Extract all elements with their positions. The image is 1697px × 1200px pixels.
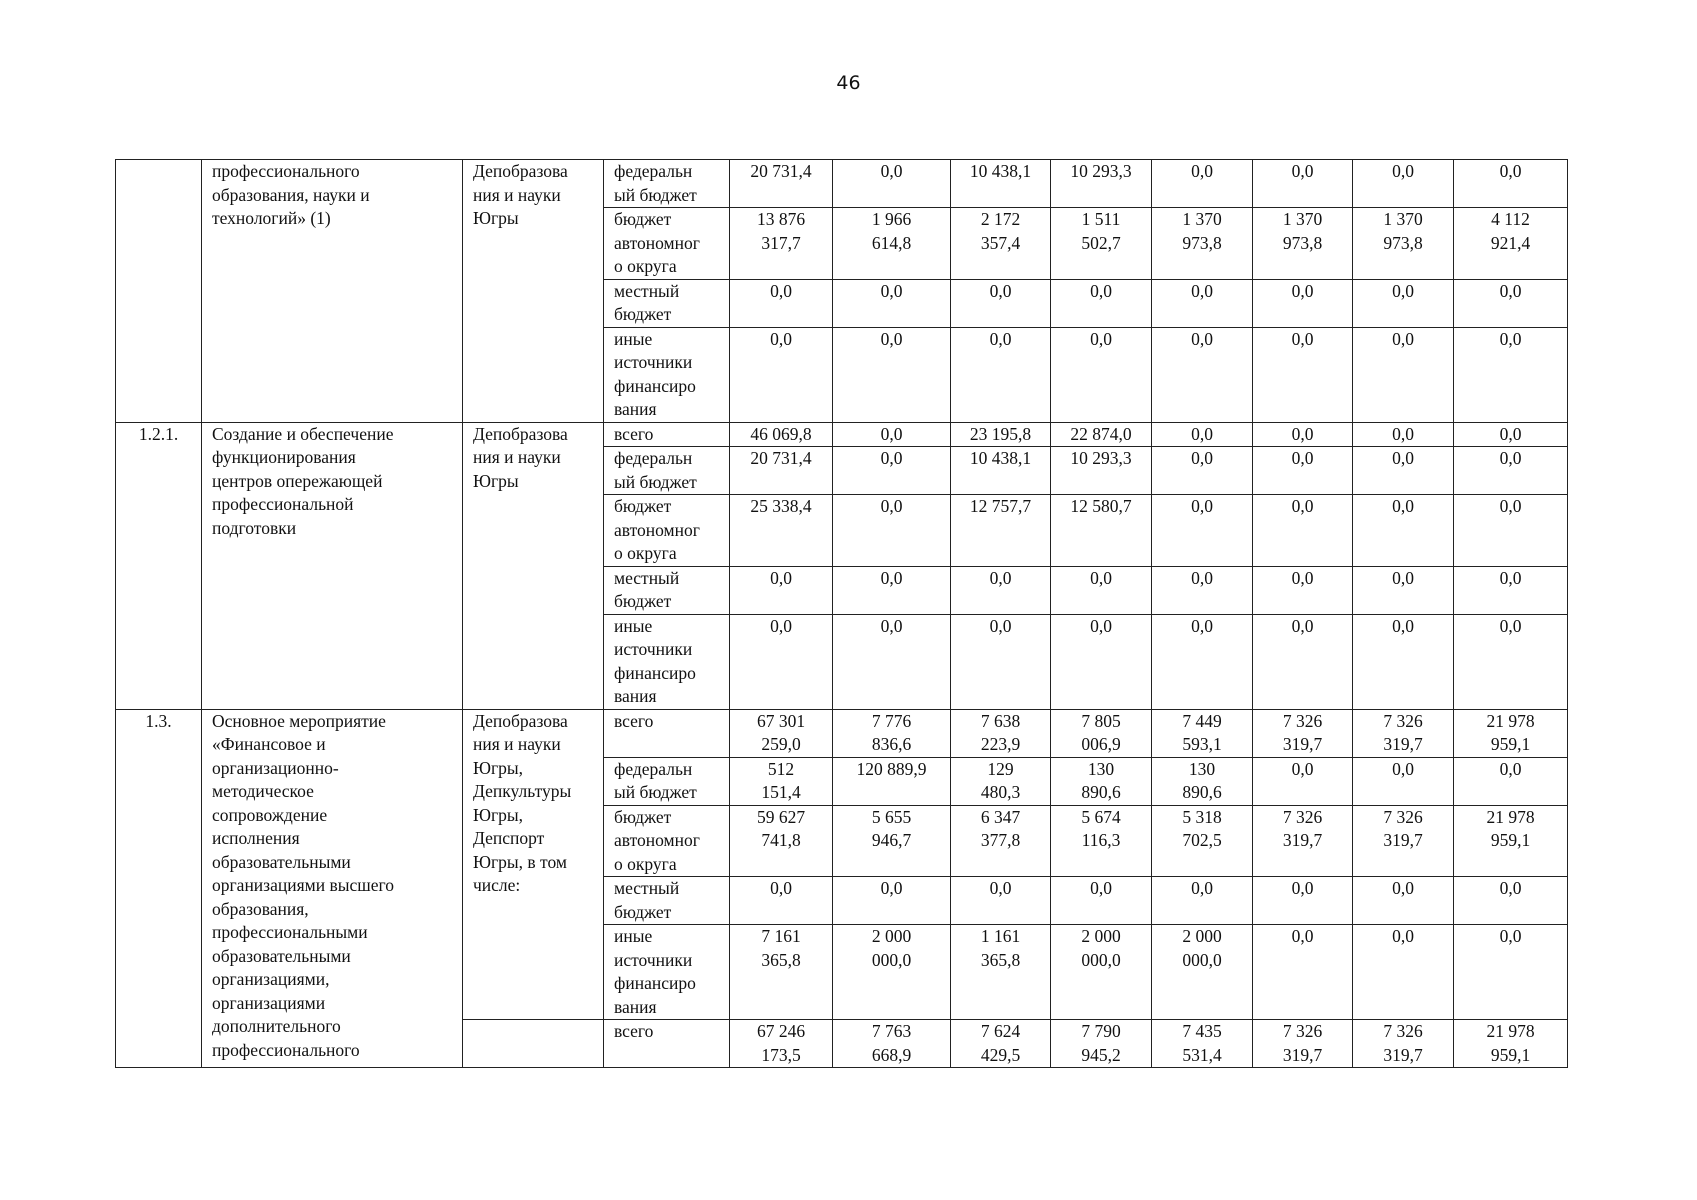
funding-source: иные источники финансиро вания — [604, 327, 730, 422]
amount-cell: 59 627 741,8 — [730, 805, 833, 877]
amount-cell: 1 161 365,8 — [951, 925, 1051, 1020]
amount-cell: 0,0 — [1152, 614, 1253, 709]
funding-source: федеральн ый бюджет — [604, 160, 730, 208]
amount-cell: 0,0 — [833, 447, 951, 495]
amount-cell: 21 978 959,1 — [1454, 1020, 1568, 1068]
executor-empty-cell — [463, 1020, 604, 1068]
amount-cell: 0,0 — [1152, 279, 1253, 327]
row-name: профессионального образования, науки и технологий» (1) — [202, 160, 463, 423]
amount-cell: 10 438,1 — [951, 447, 1051, 495]
amount-cell: 0,0 — [1353, 495, 1454, 567]
amount-cell: 0,0 — [1353, 566, 1454, 614]
amount-cell: 0,0 — [1253, 422, 1353, 447]
amount-cell: 6 347 377,8 — [951, 805, 1051, 877]
amount-cell: 0,0 — [1051, 877, 1152, 925]
amount-cell: 20 731,4 — [730, 160, 833, 208]
funding-source: всего — [604, 709, 730, 757]
amount-cell: 0,0 — [1353, 160, 1454, 208]
amount-cell: 0,0 — [1253, 327, 1353, 422]
funding-source: федеральн ый бюджет — [604, 757, 730, 805]
amount-cell: 0,0 — [1253, 495, 1353, 567]
amount-cell: 0,0 — [730, 614, 833, 709]
amount-cell: 1 370 973,8 — [1253, 208, 1353, 280]
amount-cell: 4 112 921,4 — [1454, 208, 1568, 280]
amount-cell: 13 876 317,7 — [730, 208, 833, 280]
amount-cell: 10 293,3 — [1051, 160, 1152, 208]
amount-cell: 0,0 — [1454, 422, 1568, 447]
amount-cell: 0,0 — [1253, 925, 1353, 1020]
amount-cell: 10 293,3 — [1051, 447, 1152, 495]
amount-cell: 0,0 — [1051, 327, 1152, 422]
amount-cell: 0,0 — [1253, 757, 1353, 805]
amount-cell: 25 338,4 — [730, 495, 833, 567]
amount-cell: 1 511 502,7 — [1051, 208, 1152, 280]
amount-cell: 130 890,6 — [1152, 757, 1253, 805]
amount-cell: 20 731,4 — [730, 447, 833, 495]
amount-cell: 120 889,9 — [833, 757, 951, 805]
amount-cell: 0,0 — [1353, 422, 1454, 447]
amount-cell: 0,0 — [1353, 327, 1454, 422]
funding-source: бюджет автономног о округа — [604, 495, 730, 567]
amount-cell: 0,0 — [1152, 877, 1253, 925]
amount-cell: 0,0 — [1353, 279, 1454, 327]
amount-cell: 0,0 — [1454, 327, 1568, 422]
amount-cell: 0,0 — [1454, 925, 1568, 1020]
row-executor: Депобразова ния и науки Югры — [463, 160, 604, 423]
amount-cell: 0,0 — [1253, 160, 1353, 208]
amount-cell: 0,0 — [1253, 279, 1353, 327]
row-executor: Депобразова ния и науки Югры — [463, 422, 604, 709]
table-row — [116, 160, 1568, 208]
funding-source: иные источники финансиро вания — [604, 925, 730, 1020]
amount-cell: 7 805 006,9 — [1051, 709, 1152, 757]
amount-cell: 5 674 116,3 — [1051, 805, 1152, 877]
table-row — [116, 422, 1568, 447]
amount-cell: 23 195,8 — [951, 422, 1051, 447]
amount-cell: 7 326 319,7 — [1353, 1020, 1454, 1068]
amount-cell: 21 978 959,1 — [1454, 805, 1568, 877]
funding-source: иные источники финансиро вания — [604, 614, 730, 709]
amount-cell: 0,0 — [833, 495, 951, 567]
amount-cell: 512 151,4 — [730, 757, 833, 805]
funding-source: всего — [604, 1020, 730, 1068]
amount-cell: 7 776 836,6 — [833, 709, 951, 757]
amount-cell: 67 301 259,0 — [730, 709, 833, 757]
amount-cell: 0,0 — [833, 422, 951, 447]
amount-cell: 0,0 — [1051, 279, 1152, 327]
amount-cell: 0,0 — [1353, 447, 1454, 495]
amount-cell: 7 763 668,9 — [833, 1020, 951, 1068]
amount-cell: 0,0 — [1353, 925, 1454, 1020]
amount-cell: 0,0 — [1253, 877, 1353, 925]
amount-cell: 130 890,6 — [1051, 757, 1152, 805]
amount-cell: 7 326 319,7 — [1253, 805, 1353, 877]
amount-cell: 0,0 — [1454, 566, 1568, 614]
amount-cell: 1 966 614,8 — [833, 208, 951, 280]
amount-cell: 0,0 — [833, 160, 951, 208]
funding-source: местный бюджет — [604, 566, 730, 614]
amount-cell: 46 069,8 — [730, 422, 833, 447]
amount-cell: 0,0 — [833, 614, 951, 709]
funding-source: местный бюджет — [604, 279, 730, 327]
amount-cell: 0,0 — [951, 877, 1051, 925]
amount-cell: 0,0 — [1253, 566, 1353, 614]
amount-cell: 0,0 — [1152, 422, 1253, 447]
amount-cell: 12 757,7 — [951, 495, 1051, 567]
amount-cell: 7 326 319,7 — [1253, 1020, 1353, 1068]
amount-cell: 0,0 — [730, 566, 833, 614]
amount-cell: 0,0 — [1051, 614, 1152, 709]
amount-cell: 0,0 — [951, 327, 1051, 422]
row-code: 1.3. — [116, 709, 202, 1068]
amount-cell: 0,0 — [1353, 877, 1454, 925]
funding-source: федеральн ый бюджет — [604, 447, 730, 495]
amount-cell: 2 000 000,0 — [833, 925, 951, 1020]
amount-cell: 1 370 973,8 — [1152, 208, 1253, 280]
amount-cell: 5 655 946,7 — [833, 805, 951, 877]
amount-cell: 0,0 — [1253, 447, 1353, 495]
funding-source: бюджет автономног о округа — [604, 208, 730, 280]
amount-cell: 0,0 — [1051, 566, 1152, 614]
amount-cell: 10 438,1 — [951, 160, 1051, 208]
funding-source: бюджет автономног о округа — [604, 805, 730, 877]
row-code — [116, 160, 202, 423]
amount-cell: 0,0 — [951, 279, 1051, 327]
amount-cell: 0,0 — [730, 279, 833, 327]
amount-cell: 2 000 000,0 — [1051, 925, 1152, 1020]
amount-cell: 7 624 429,5 — [951, 1020, 1051, 1068]
row-code: 1.2.1. — [116, 422, 202, 709]
amount-cell: 5 318 702,5 — [1152, 805, 1253, 877]
row-executor: Депобразова ния и науки Югры, Депкультуры Югры, Депспорт Югры, в том числе: — [463, 709, 604, 1020]
row-name: Создание и обеспечение функционирования центров опережающей профессиональной подготовки — [202, 422, 463, 709]
amount-cell: 7 326 319,7 — [1253, 709, 1353, 757]
amount-cell: 7 161 365,8 — [730, 925, 833, 1020]
amount-cell: 22 874,0 — [1051, 422, 1152, 447]
amount-cell: 0,0 — [1454, 757, 1568, 805]
amount-cell: 7 326 319,7 — [1353, 709, 1454, 757]
row-name: Основное мероприятие «Финансовое и организационно- методическое сопровождение исполнения образовательными организациями высшего образования, профессиональными образовательными организациями, организациями дополнительного профессионального — [202, 709, 463, 1068]
table-row — [116, 709, 1568, 757]
amount-cell: 0,0 — [1353, 614, 1454, 709]
amount-cell: 0,0 — [1152, 566, 1253, 614]
amount-cell: 0,0 — [951, 614, 1051, 709]
amount-cell: 129 480,3 — [951, 757, 1051, 805]
amount-cell: 0,0 — [833, 566, 951, 614]
amount-cell: 0,0 — [1454, 279, 1568, 327]
amount-cell: 0,0 — [1152, 327, 1253, 422]
amount-cell: 0,0 — [1454, 614, 1568, 709]
amount-cell: 0,0 — [1454, 160, 1568, 208]
amount-cell: 0,0 — [1152, 495, 1253, 567]
amount-cell: 0,0 — [833, 327, 951, 422]
amount-cell: 12 580,7 — [1051, 495, 1152, 567]
amount-cell: 0,0 — [1152, 160, 1253, 208]
amount-cell: 2 172 357,4 — [951, 208, 1051, 280]
amount-cell: 7 790 945,2 — [1051, 1020, 1152, 1068]
amount-cell: 7 638 223,9 — [951, 709, 1051, 757]
amount-cell: 21 978 959,1 — [1454, 709, 1568, 757]
amount-cell: 0,0 — [730, 877, 833, 925]
amount-cell: 0,0 — [833, 279, 951, 327]
funding-source: всего — [604, 422, 730, 447]
amount-cell: 7 449 593,1 — [1152, 709, 1253, 757]
amount-cell: 0,0 — [1454, 495, 1568, 567]
amount-cell: 0,0 — [951, 566, 1051, 614]
amount-cell: 1 370 973,8 — [1353, 208, 1454, 280]
amount-cell: 0,0 — [1454, 877, 1568, 925]
amount-cell: 0,0 — [1353, 757, 1454, 805]
page-number: 46 — [836, 72, 861, 94]
amount-cell: 0,0 — [1454, 447, 1568, 495]
amount-cell: 0,0 — [833, 877, 951, 925]
budget-table — [115, 159, 1568, 1068]
amount-cell: 2 000 000,0 — [1152, 925, 1253, 1020]
amount-cell: 67 246 173,5 — [730, 1020, 833, 1068]
amount-cell: 0,0 — [1253, 614, 1353, 709]
amount-cell: 0,0 — [1152, 447, 1253, 495]
amount-cell: 0,0 — [730, 327, 833, 422]
amount-cell: 7 435 531,4 — [1152, 1020, 1253, 1068]
funding-source: местный бюджет — [604, 877, 730, 925]
amount-cell: 7 326 319,7 — [1353, 805, 1454, 877]
